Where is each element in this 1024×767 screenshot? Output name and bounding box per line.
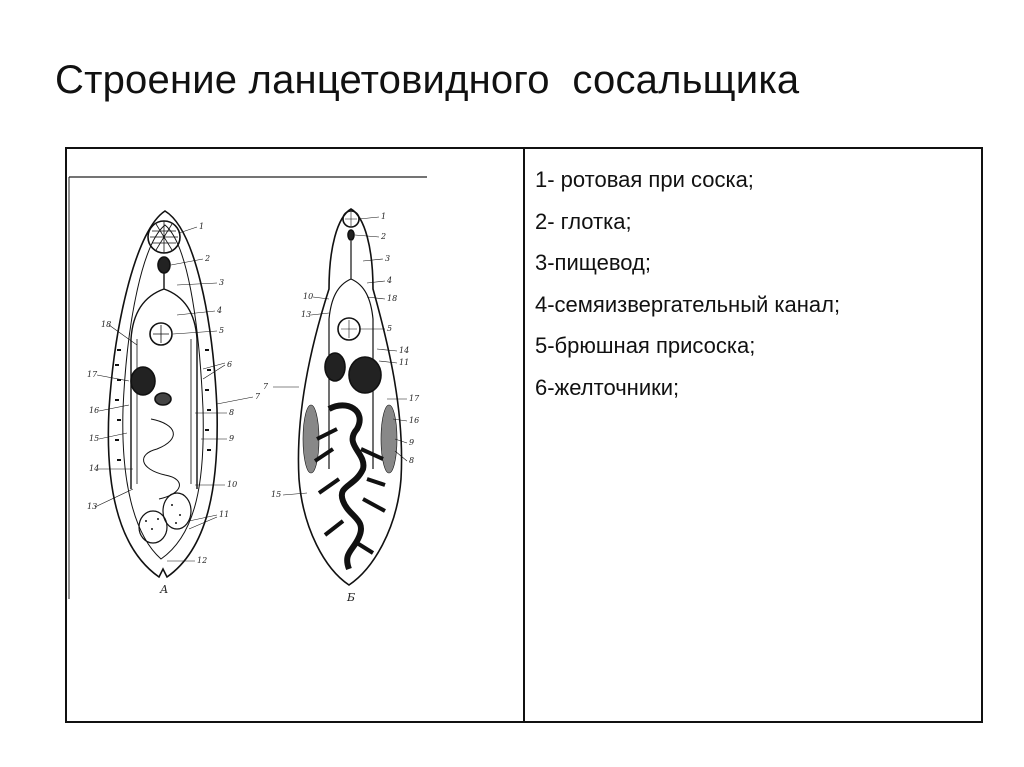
legend-item-ventral-sucker: 5-брюшная присоска; bbox=[535, 333, 756, 358]
svg-text:17: 17 bbox=[87, 370, 98, 379]
svg-text:9: 9 bbox=[229, 434, 235, 443]
figure-cell bbox=[67, 149, 525, 721]
svg-text:15: 15 bbox=[89, 434, 100, 443]
legend-list bbox=[535, 159, 981, 408]
legend-item-ejaculatory-duct: 4-семяизвергательный канал; bbox=[535, 291, 841, 317]
svg-text:5: 5 bbox=[387, 324, 393, 333]
svg-text:12: 12 bbox=[197, 556, 208, 565]
svg-text:3: 3 bbox=[219, 278, 225, 287]
svg-text:4: 4 bbox=[387, 276, 393, 285]
svg-text:2: 2 bbox=[205, 254, 211, 263]
svg-text:10: 10 bbox=[303, 292, 314, 301]
svg-text:4: 4 bbox=[217, 306, 223, 315]
svg-text:14: 14 bbox=[89, 464, 100, 473]
figure-a-number-labels bbox=[87, 222, 261, 565]
legend-cell bbox=[525, 149, 981, 721]
svg-text:7: 7 bbox=[255, 392, 261, 401]
legend-item-pharynx: 2- глотка; bbox=[535, 208, 632, 234]
svg-text:13: 13 bbox=[87, 502, 98, 511]
svg-text:17: 17 bbox=[409, 394, 420, 403]
svg-text:18: 18 bbox=[387, 294, 398, 303]
svg-text:18: 18 bbox=[101, 320, 112, 329]
svg-text:16: 16 bbox=[409, 416, 420, 425]
svg-text:13: 13 bbox=[301, 310, 312, 319]
svg-text:14: 14 bbox=[399, 346, 410, 355]
svg-text:1: 1 bbox=[199, 222, 205, 231]
figure-b-drawing bbox=[273, 209, 410, 585]
svg-text:6: 6 bbox=[227, 360, 233, 369]
svg-text:11: 11 bbox=[219, 510, 230, 519]
svg-text:11: 11 bbox=[399, 358, 410, 367]
svg-text:1: 1 bbox=[381, 212, 387, 221]
slide-title: Строение ланцетовидного сосальщика bbox=[55, 58, 800, 102]
figure-a-drawing bbox=[95, 211, 253, 577]
svg-text:2: 2 bbox=[381, 232, 387, 241]
figure-b-label: Б bbox=[347, 591, 356, 604]
svg-text:3: 3 bbox=[385, 254, 391, 263]
svg-text:8: 8 bbox=[409, 456, 415, 465]
legend-item-esophagus: 3-пищевод; bbox=[535, 250, 651, 275]
svg-text:10: 10 bbox=[227, 480, 238, 489]
legend-item-vitellaria: 6-желточники; bbox=[535, 374, 680, 400]
figure-a-label: А bbox=[160, 583, 169, 596]
svg-text:15: 15 bbox=[271, 490, 282, 499]
svg-text:7: 7 bbox=[263, 382, 269, 391]
svg-text:8: 8 bbox=[229, 408, 235, 417]
lancet-fluke-illustration bbox=[67, 149, 523, 721]
svg-text:9: 9 bbox=[409, 438, 415, 447]
legend-item-oral-sucker: 1- ротовая при соска; bbox=[535, 167, 754, 192]
content-table bbox=[65, 147, 983, 723]
svg-text:16: 16 bbox=[89, 406, 100, 415]
svg-text:5: 5 bbox=[219, 326, 225, 335]
